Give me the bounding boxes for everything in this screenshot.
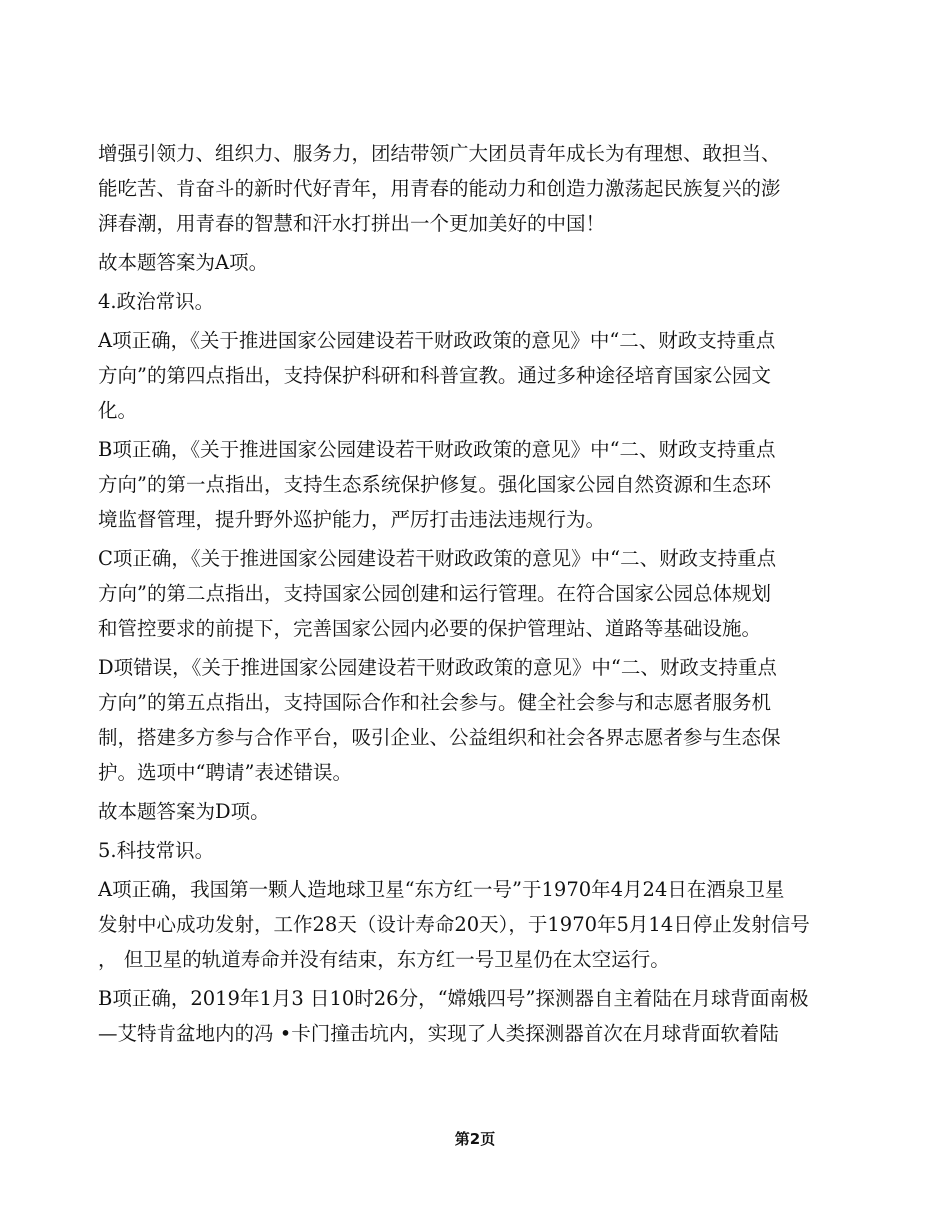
paragraph-q4-option-c [98,541,870,646]
text-line: 能吃苦、肯奋斗的新时代好青年，用青春的能动力和创造力激荡起民族复兴的澎 [98,177,781,200]
paragraph-answer-d [98,794,870,829]
text-line: 发射中心成功发射，工作28天（设计寿命20天），于1970年5月14日停止发射信号 [98,913,810,936]
text-line: A项正确，我国第一颗人造地球卫星“东方红一号”于1970年4月24日在酒泉卫星 [98,878,785,901]
text-line: 方向”的第一点指出，支持生态系统保护修复。强化国家公园自然资源和生态环 [98,473,771,496]
paragraph-q4-option-d [98,650,870,790]
text-line: 化。 [98,399,138,422]
document-body [98,136,870,1055]
paragraph-q5-option-a [98,872,870,977]
text-line: 增强引领力、组织力、服务力，团结带领广大团员青年成长为有理想、敢担当、 [98,142,781,165]
text-line: 4.政治常识。 [98,290,215,313]
text-line: ， 但卫星的轨道寿命并没有结束，东方红一号卫星仍在太空运行。 [98,948,670,971]
text-line: 方向”的第四点指出，支持保护科研和科普宣教。通过多种途径培育国家公园文 [98,364,771,387]
text-line: C项正确，《关于推进国家公园建设若干财政政策的意见》中“二、财政支持重点 [98,547,777,570]
paragraph-answer-a [98,245,870,280]
paragraph-q4-heading [98,284,870,319]
text-line: 和管控要求的前提下，完善国家公园内必要的保护管理站、道路等基础设施。 [98,617,762,640]
text-line: —艾特肯盆地内的冯 •卡门撞击坑内，实现了人类探测器首次在月球背面软着陆 [98,1022,779,1045]
text-line: 方向”的第五点指出，支持国际合作和社会参与。健全社会参与和志愿者服务机 [98,691,771,714]
text-line: B项正确，《关于推进国家公园建设若干财政政策的意见》中“二、财政支持重点 [98,438,776,461]
paragraph-league-youth [98,136,870,241]
text-line: 5.科技常识。 [98,839,215,862]
text-line: A项正确，《关于推进国家公园建设若干财政政策的意见》中“二、财政支持重点 [98,329,776,352]
paragraph-q5-option-b [98,981,870,1051]
paragraph-q5-heading [98,833,870,868]
text-line: 制，搭建多方参与合作平台，吸引企业、公益组织和社会各界志愿者参与生态保 [98,726,781,749]
text-line: 境监督管理，提升野外巡护能力，严厉打击违法违规行为。 [98,508,606,531]
paragraph-q4-option-b [98,432,870,537]
text-line: D项错误，《关于推进国家公园建设若干财政政策的意见》中“二、财政支持重点 [98,656,777,679]
text-line: 湃春潮，用青春的智慧和汗水打拼出一个更加美好的中国！ [98,212,606,235]
paragraph-q4-option-a [98,323,870,428]
text-line: 方向”的第二点指出，支持国家公园创建和运行管理。在符合国家公园总体规划 [98,582,771,605]
text-line: 护。选项中“聘请”表述错误。 [98,761,352,784]
text-line: 故本题答案为A项。 [98,251,269,274]
text-line: 故本题答案为D项。 [98,800,270,823]
page-number: 第2页 [454,1130,496,1148]
text-line: B项正确，2019年1月3 日10时26分，“嫦娥四号”探测器自主着陆在月球背面南极 [98,987,809,1010]
